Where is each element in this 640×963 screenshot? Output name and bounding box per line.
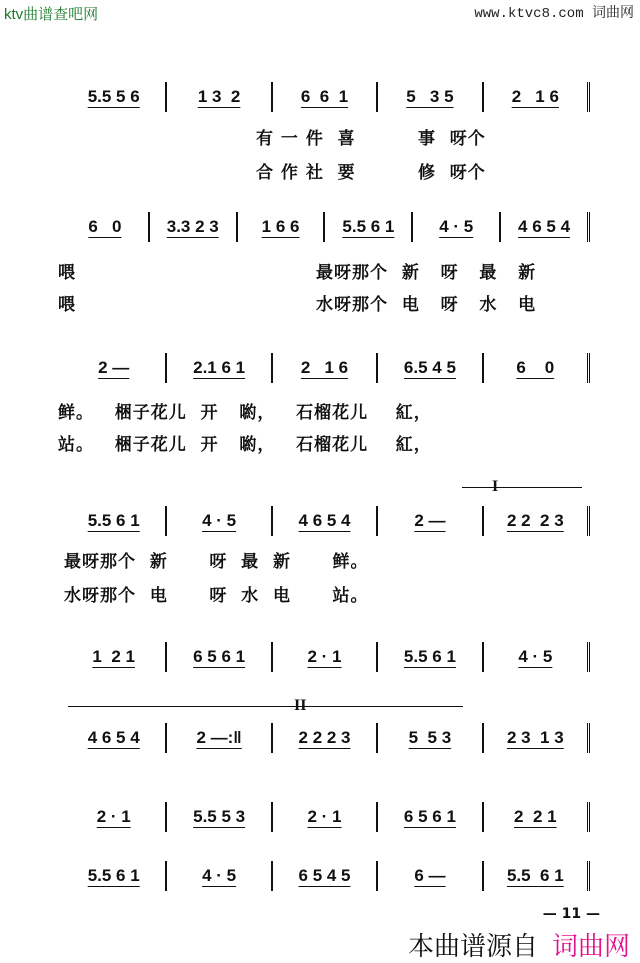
volta-second: II — [294, 697, 307, 714]
volta-first: I — [492, 478, 499, 495]
lyric-line: 有 一 件 喜 事 呀个 — [256, 129, 486, 149]
measure: 2 · 1 — [273, 642, 378, 672]
measure: 2 — — [378, 506, 483, 536]
measure: 2 · 1 — [62, 802, 167, 832]
measure: 2 2 2 3 — [484, 506, 590, 536]
measure: 5 3 5 — [378, 82, 483, 112]
lyric-line: 水呀那个 电 呀 水 电 站。 — [64, 586, 369, 606]
measure: 6 0 — [62, 212, 150, 242]
measure: 5.5 6 1 — [62, 506, 167, 536]
measure: 4 · 5 — [167, 861, 272, 891]
lyric-line: 喂 — [58, 295, 76, 315]
measure: 6 5 4 5 — [273, 861, 378, 891]
measure: 2 · 1 — [273, 802, 378, 832]
measure: 5.5 6 1 — [62, 861, 167, 891]
music-row — [62, 353, 590, 383]
measure: 2 3 1 3 — [484, 723, 590, 753]
measure: 5 5 3 — [378, 723, 483, 753]
source-prefix: 本曲谱源自 — [407, 932, 538, 962]
measure: 5.5 5 6 — [62, 82, 167, 112]
volta-line — [68, 706, 463, 707]
lyric-line: 喂 — [58, 263, 76, 283]
measure: 6 5 6 1 — [167, 642, 272, 672]
measure: 6 5 6 1 — [378, 802, 483, 832]
measure: 5.5 5 3 — [167, 802, 272, 832]
measure: 6 0 — [484, 353, 590, 383]
measure: 4 6 5 4 — [273, 506, 378, 536]
measure: 2 1 6 — [273, 353, 378, 383]
measure: 4 6 5 4 — [62, 723, 167, 753]
measure: 6 — — [378, 861, 483, 891]
music-row — [62, 861, 590, 891]
measure: 5.5 6 1 — [378, 642, 483, 672]
lyric-line: 最呀那个 新 呀 最 新 — [316, 263, 537, 283]
lyric-line: 最呀那个 新 呀 最 新 鲜。 — [64, 552, 369, 572]
music-row — [62, 802, 590, 832]
measure: 4 · 5 — [484, 642, 590, 672]
music-row — [62, 723, 590, 753]
measure: 2 2 2 3 — [273, 723, 378, 753]
measure: 1 3 2 — [167, 82, 272, 112]
watermark-left: ktv曲谱查吧网 — [4, 6, 99, 23]
lyric-line: 水呀那个 电 呀 水 电 — [316, 295, 537, 315]
measure: 2 2 1 — [484, 802, 590, 832]
watermark-right: www.ktvc8.com 词曲网 — [474, 6, 634, 22]
measure: 2 1 6 — [484, 82, 590, 112]
measure: 4 · 5 — [413, 212, 501, 242]
measure: 6 6 1 — [273, 82, 378, 112]
music-row — [62, 506, 590, 536]
lyric-line: 合 作 社 要 修 呀个 — [256, 163, 486, 183]
lyric-line: 站。 梱子花儿 开 喲， 石榴花儿 紅， — [58, 435, 432, 455]
measure: 2.1 6 1 — [167, 353, 272, 383]
music-row — [62, 212, 590, 242]
measure: 5.5 6 1 — [325, 212, 413, 242]
measure: 4 6 5 4 — [501, 212, 590, 242]
measure: 5.5 6 1 — [484, 861, 590, 891]
measure: 2 —:‖ — [167, 723, 272, 753]
source-brand: 词曲网 — [551, 932, 630, 962]
music-row — [62, 642, 590, 672]
volta-line — [462, 487, 582, 488]
source-credit — [408, 926, 630, 963]
music-row — [62, 82, 590, 112]
page-number: — 11 — — [542, 906, 600, 922]
lyric-line: 鲜。 梱子花儿 开 喲， 石榴花儿 紅， — [58, 403, 432, 423]
measure: 3.3 2 3 — [150, 212, 238, 242]
measure: 1 2 1 — [62, 642, 167, 672]
measure: 4 · 5 — [167, 506, 272, 536]
measure: 6.5 4 5 — [378, 353, 483, 383]
measure: 2 — — [62, 353, 167, 383]
measure: 1 6 6 — [238, 212, 326, 242]
